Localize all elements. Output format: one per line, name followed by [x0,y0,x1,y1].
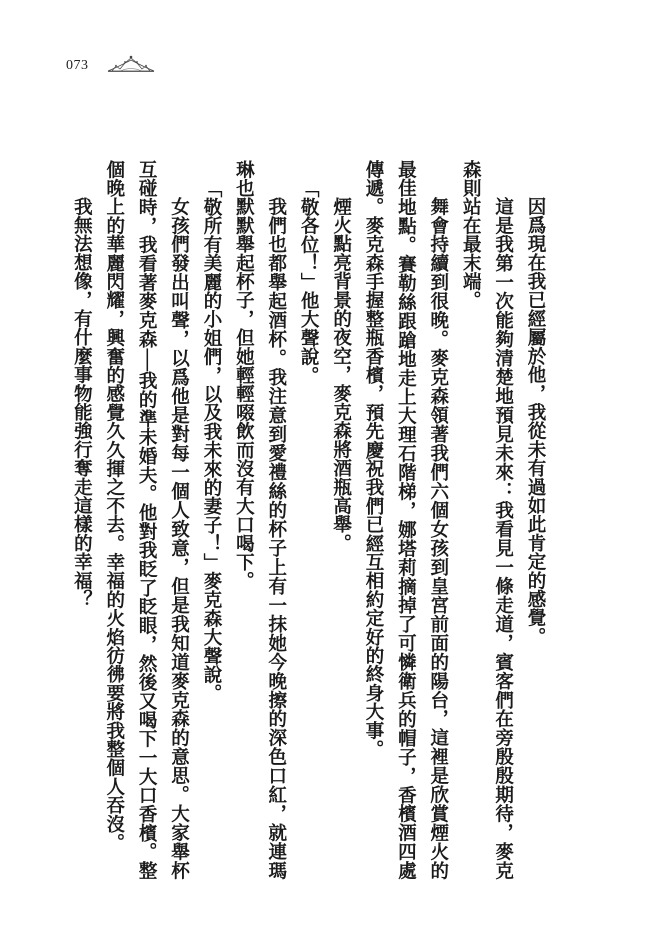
body-text [65,160,551,880]
crown-ornament-icon [106,54,156,74]
paragraph: 女孩們發出叫聲，以爲他是對每一個人致意，但是我知道麥克森的意思。大家舉杯互碰時，我看著麥克森──我的準未婚夫。他對我眨了眨眼，然後又喝下一大口香檳。整個晚上的華麗閃耀，興奮的感覺久久揮之不去。幸福的火焰彷彿要將我整個人吞沒。 [103,160,190,880]
paragraph: 煙火點亮背景的夜空，麥克森將酒瓶高舉。 [330,197,352,553]
paragraph: 因爲現在我已經屬於他，我從未有過如此肯定的感覺。 [525,197,546,646]
paragraph: 我無法想像，有什麼事物能強行奪走這樣的幸福？ [71,197,93,609]
paragraph: 這是我第一次能夠清楚地預見未來：我看見一條走道，賓客們在旁殷殷期待，麥克森則站在最末端。 [460,160,514,880]
paragraph: 「敬各位！」他大聲說。 [298,178,320,385]
page-number: 073 [66,58,89,73]
paragraph: 我們也都舉起酒杯。我注意到愛禮絲的杯子上有一抹她今晚擦的深色口紅，就連瑪琳也默默舉起杯子，但她輕輕啜飲而沒有大口喝下。 [233,160,287,880]
paragraph: 「敬所有美麗的小姐們，以及我未來的妻子！」麥克森大聲說。 [200,178,222,703]
paragraph: 舞會持續到很晚。麥克森領著我們六個女孩到皇宮前面的陽台，這裡是欣賞煙火的最佳地點。賽勒絲跟蹌地走上大理石階梯，娜塔莉摘掉了可憐衛兵的帽子，香檳酒四處傳遞。麥克森手握整瓶香檳，預先慶祝我們已經互相約定好的終身大事。 [362,160,449,880]
